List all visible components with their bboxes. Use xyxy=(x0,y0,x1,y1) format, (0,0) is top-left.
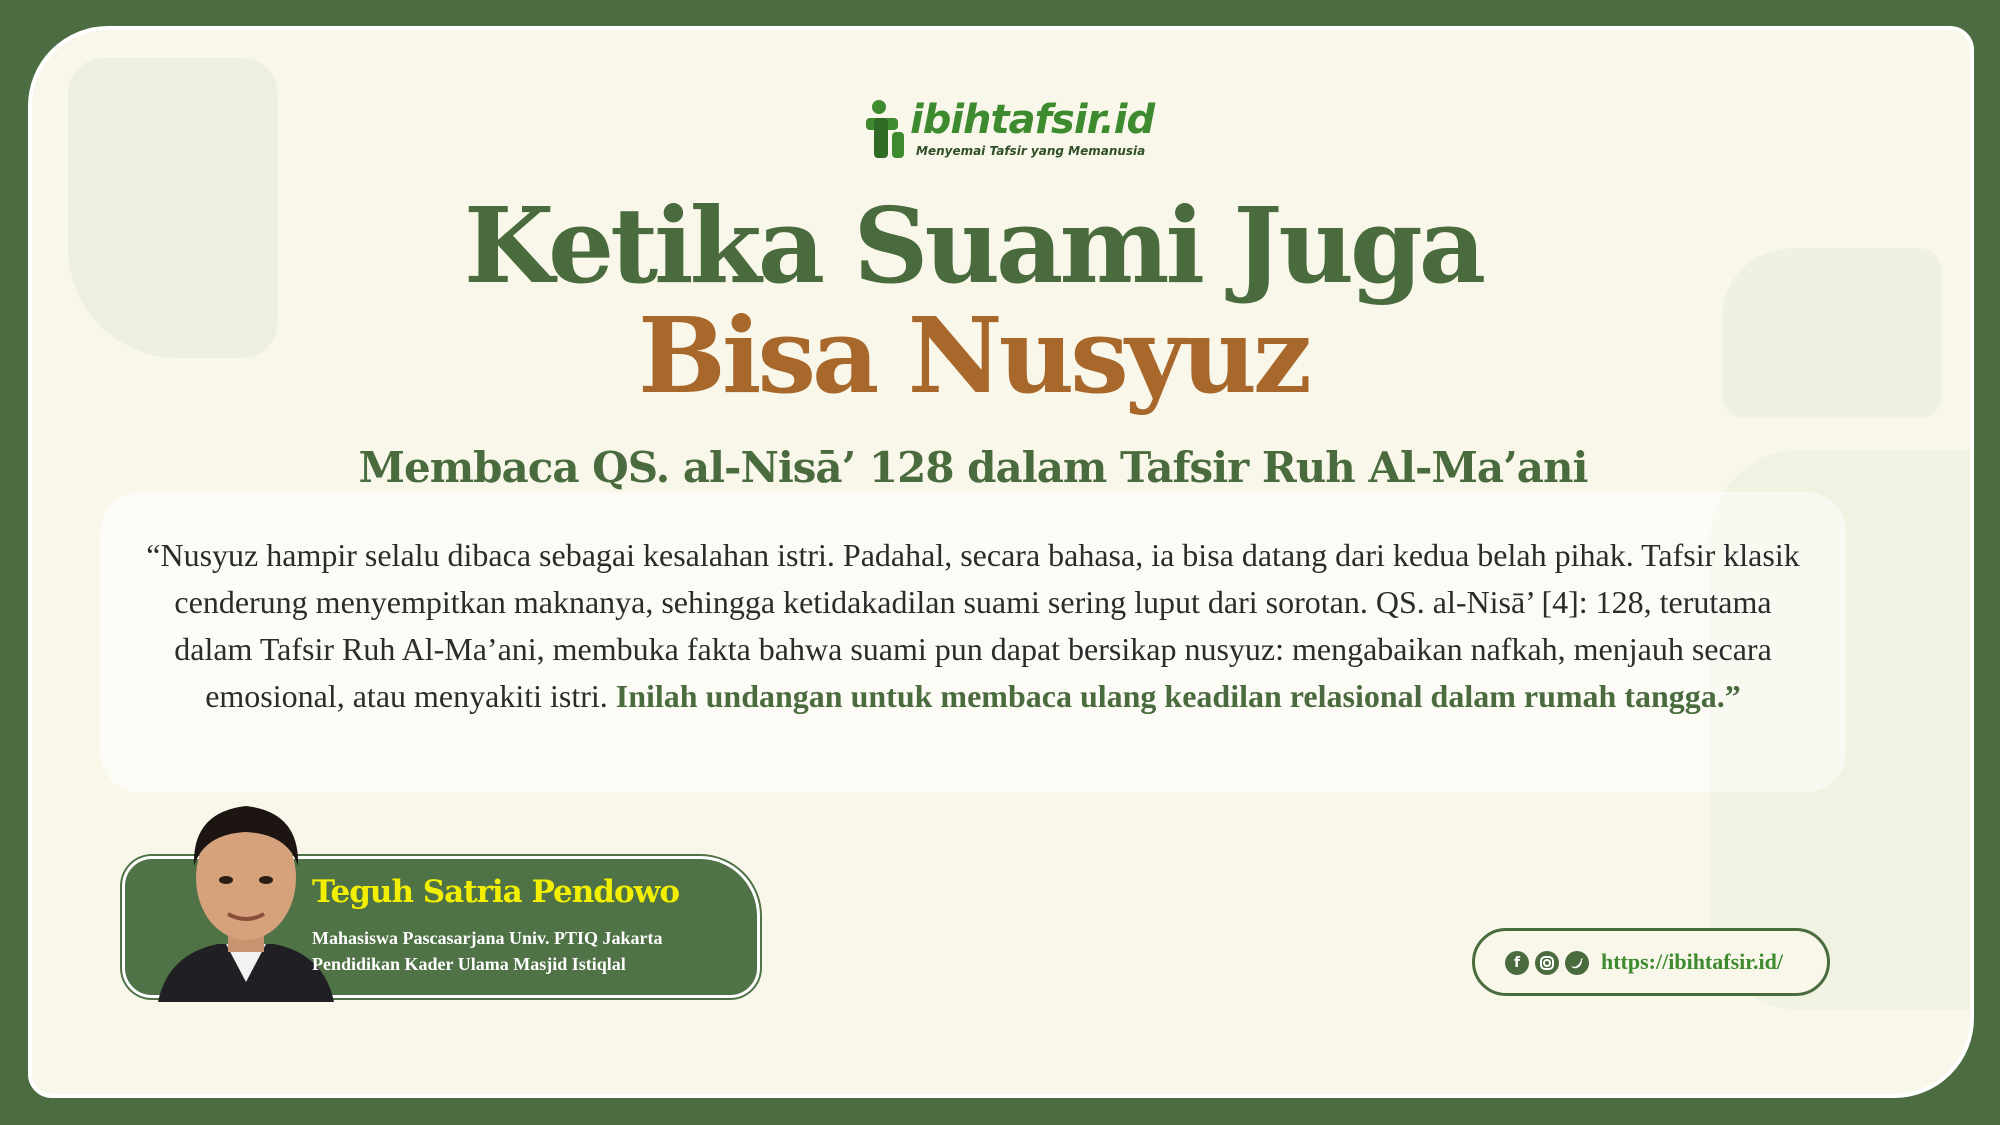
subtitle: Membaca QS. al-Nisā’ 128 dalam Tafsir Ruh Al-Ma’ani xyxy=(358,443,1588,492)
logo-tagline: Menyemai Tafsir yang Memanusia xyxy=(916,144,1146,158)
quote-body: “Nusyuz hampir selalu dibaca sebagai kesalahan istri. Padahal, secara bahasa, ia bisa datang dari kedua belah pihak. Tafsir klasik cenderung menyempitkan maknanya, sehingga ketidakadilan suami sering luput dari sorotan. QS. al-Nisā’ [4]: 128, terutama dalam Tafsir Ruh Al-Ma’ani, membuka fakta bahwa suami pun dapat bersikap nusyuz: mengabaikan nafkah, menjauh secara emosional, atau menyakiti istri. xyxy=(146,537,1800,714)
headline-line-2: Bisa Nusyuz xyxy=(638,294,1308,417)
headline-line-1: Ketika Suami Juga xyxy=(463,184,1483,307)
author-name: Teguh Satria Pendowo xyxy=(312,874,680,910)
quote-highlight: Inilah undangan untuk membaca ulang keadilan relasional dalam rumah tangga.” xyxy=(615,678,1741,714)
social-links xyxy=(1472,928,1830,996)
instagram-icon[interactable] xyxy=(1535,951,1559,975)
website-link[interactable]: https://ibihtafsir.id/ xyxy=(1601,949,1783,974)
logo-mark-icon xyxy=(866,96,910,162)
facebook-icon[interactable]: f xyxy=(1505,951,1529,975)
twitter-icon[interactable] xyxy=(1565,951,1589,975)
author-role-2: Pendidikan Kader Ulama Masjid Istiqlal xyxy=(312,954,626,974)
quote-text xyxy=(140,532,1806,720)
brand-logo xyxy=(866,96,1155,168)
logo-wordmark: ibihtafsir.id xyxy=(910,97,1155,143)
author-role-1: Mahasiswa Pascasarjana Univ. PTIQ Jakarta xyxy=(312,928,663,948)
